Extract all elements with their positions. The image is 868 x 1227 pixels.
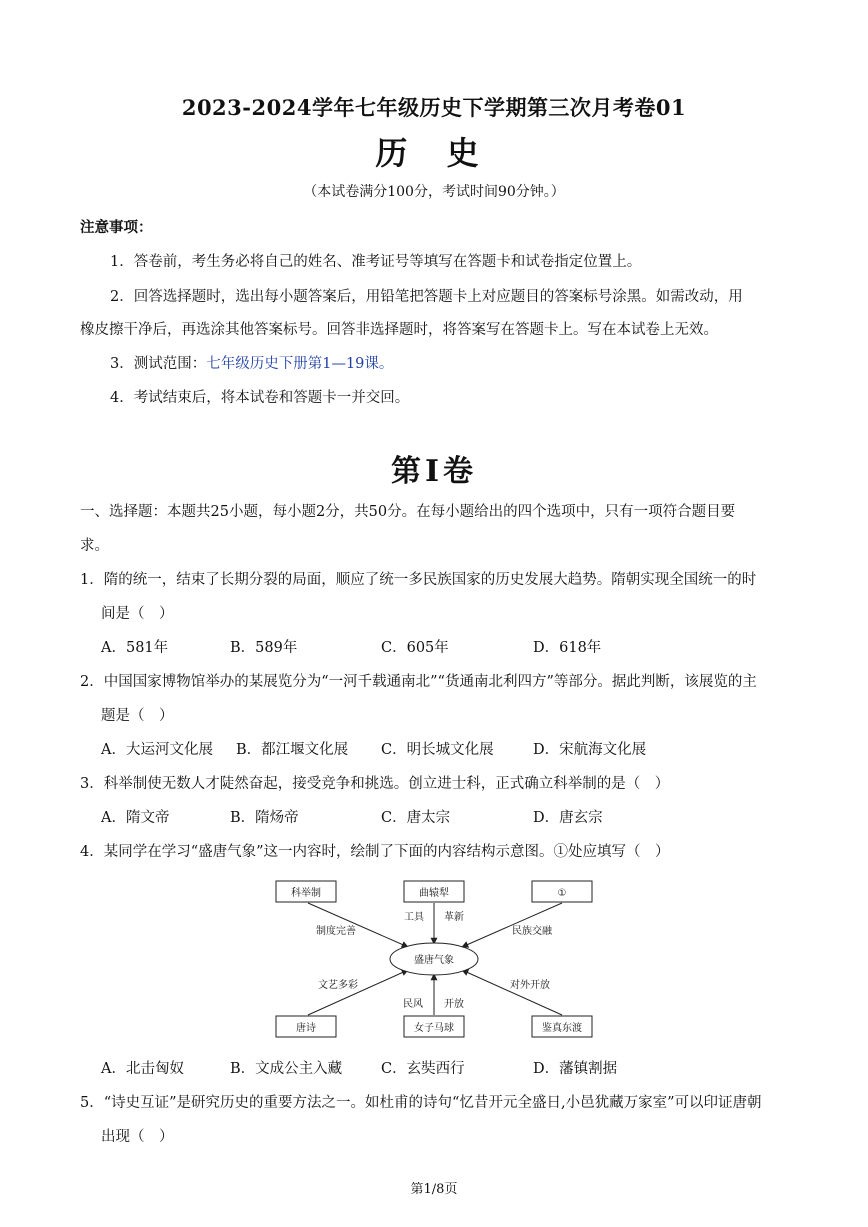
question-2-stem: 2．中国国家博物馆举办的某展览分为“一河千载通南北”“货通南北利四方”等部分。据此判断，该展览的主 bbox=[80, 674, 757, 690]
question-3-option-b: B．隋炀帝 bbox=[230, 810, 299, 826]
label-bottom-mid-a: 民风 bbox=[403, 999, 423, 1010]
question-1-stem: 1．隋的统一，结束了长期分裂的局面，顺应了统一多民族国家的历史发展大趋势。隋朝实现全国统一的时 bbox=[80, 572, 757, 588]
notice-item-3-prefix: 3．测试范围： bbox=[110, 356, 207, 372]
question-4-option-a: A．北击匈奴 bbox=[101, 1061, 184, 1077]
center-text: 盛唐气象 bbox=[414, 955, 454, 966]
box-bottom-left-text: 唐诗 bbox=[296, 1023, 316, 1034]
question-1-option-c: C．605年 bbox=[381, 640, 449, 656]
question-2-option-d: D．宋航海文化展 bbox=[533, 742, 647, 758]
arrow-bottom-right bbox=[462, 970, 562, 1015]
section-intro-cont: 求。 bbox=[80, 538, 109, 554]
label-top-mid-a: 工具 bbox=[404, 912, 424, 923]
question-2-stem-cont: 题是（ ） bbox=[101, 708, 174, 724]
label-bottom-right: 对外开放 bbox=[510, 980, 550, 991]
section-title: 第Ⅰ卷 bbox=[390, 454, 478, 489]
exam-title: 2023-2024学年七年级历史下学期第三次月考卷01 bbox=[181, 95, 687, 120]
question-4-option-b: B．文成公主入藏 bbox=[230, 1061, 343, 1077]
tang-prosperity-diagram bbox=[260, 872, 620, 1046]
box-bottom-mid-text: 女子马球 bbox=[414, 1023, 454, 1034]
exam-note: （本试卷满分100分，考试时间90分钟。） bbox=[303, 184, 565, 200]
question-3-option-d: D．唐玄宗 bbox=[533, 810, 603, 826]
label-top-left: 制度完善 bbox=[316, 926, 356, 937]
question-2-option-a: A．大运河文化展 bbox=[101, 742, 213, 758]
notice-item-4: 4．考试结束后，将本试卷和答题卡一并交回。 bbox=[110, 390, 410, 406]
notice-item-2-cont: 橡皮擦干净后，再选涂其他答案标号。回答非选择题时，将答案写在答题卡上。写在本试卷上无效。 bbox=[80, 322, 718, 338]
label-bottom-mid-b: 开放 bbox=[444, 999, 464, 1010]
label-bottom-left: 文艺多彩 bbox=[318, 980, 358, 991]
question-4-stem: 4．某同学在学习“盛唐气象”这一内容时，绘制了下面的内容结构示意图。①处应填写（ ） bbox=[80, 844, 670, 860]
question-3-option-a: A．隋文帝 bbox=[101, 810, 170, 826]
arrow-top-right bbox=[462, 903, 562, 947]
test-scope: 七年级历史下册第1—19课。 bbox=[206, 356, 394, 372]
label-top-mid-b: 革新 bbox=[444, 912, 464, 923]
question-2-option-b: B．都江堰文化展 bbox=[236, 742, 349, 758]
notice-item-3 bbox=[110, 352, 393, 373]
arrow-top-left bbox=[308, 903, 408, 947]
subject-title: 历 史 bbox=[375, 134, 493, 172]
question-1-option-a: A．581年 bbox=[101, 640, 169, 656]
question-1-option-d: D．618年 bbox=[533, 640, 602, 656]
box-top-left-text: 科举制 bbox=[291, 888, 321, 899]
section-intro: 一、选择题：本题共25小题，每小题2分，共50分。在每小题给出的四个选项中，只有一项符合题目要 bbox=[80, 504, 736, 520]
label-top-right: 民族交融 bbox=[512, 926, 552, 937]
question-3-stem: 3．科举制使无数人才陡然奋起，接受竞争和挑选。创立进士科，正式确立科举制的是（ ） bbox=[80, 776, 670, 792]
question-5-stem-cont: 出现（ ） bbox=[101, 1129, 174, 1145]
question-4-option-d: D．藩镇割据 bbox=[533, 1061, 618, 1077]
box-top-mid-text: 曲辕犁 bbox=[419, 888, 449, 899]
question-3-option-c: C．唐太宗 bbox=[381, 810, 451, 826]
question-2-option-c: C．明长城文化展 bbox=[381, 742, 494, 758]
notice-item-2: 2．回答选择题时，选出每小题答案后，用铅笔把答题卡上对应题目的答案标号涂黑。如需改动，用 bbox=[110, 289, 743, 305]
question-1-stem-cont: 间是（ ） bbox=[101, 606, 174, 622]
box-bottom-right-text: 鉴真东渡 bbox=[542, 1023, 582, 1034]
question-4-option-c: C．玄奘西行 bbox=[381, 1061, 465, 1077]
notice-heading: 注意事项： bbox=[80, 219, 153, 236]
box-top-right-text: ① bbox=[557, 888, 567, 899]
notice-item-1: 1．答卷前，考生务必将自己的姓名、准考证号等填写在答题卡和试卷指定位置上。 bbox=[110, 254, 642, 270]
question-1-option-b: B．589年 bbox=[230, 640, 298, 656]
arrow-bottom-left bbox=[308, 970, 408, 1015]
page-number: 第1/8页 bbox=[410, 1182, 458, 1197]
question-5-stem: 5．“诗史互证”是研究历史的重要方法之一。如杜甫的诗句“忆昔开元全盛日,小邑犹藏万家室”可以印证唐朝 bbox=[80, 1095, 762, 1111]
